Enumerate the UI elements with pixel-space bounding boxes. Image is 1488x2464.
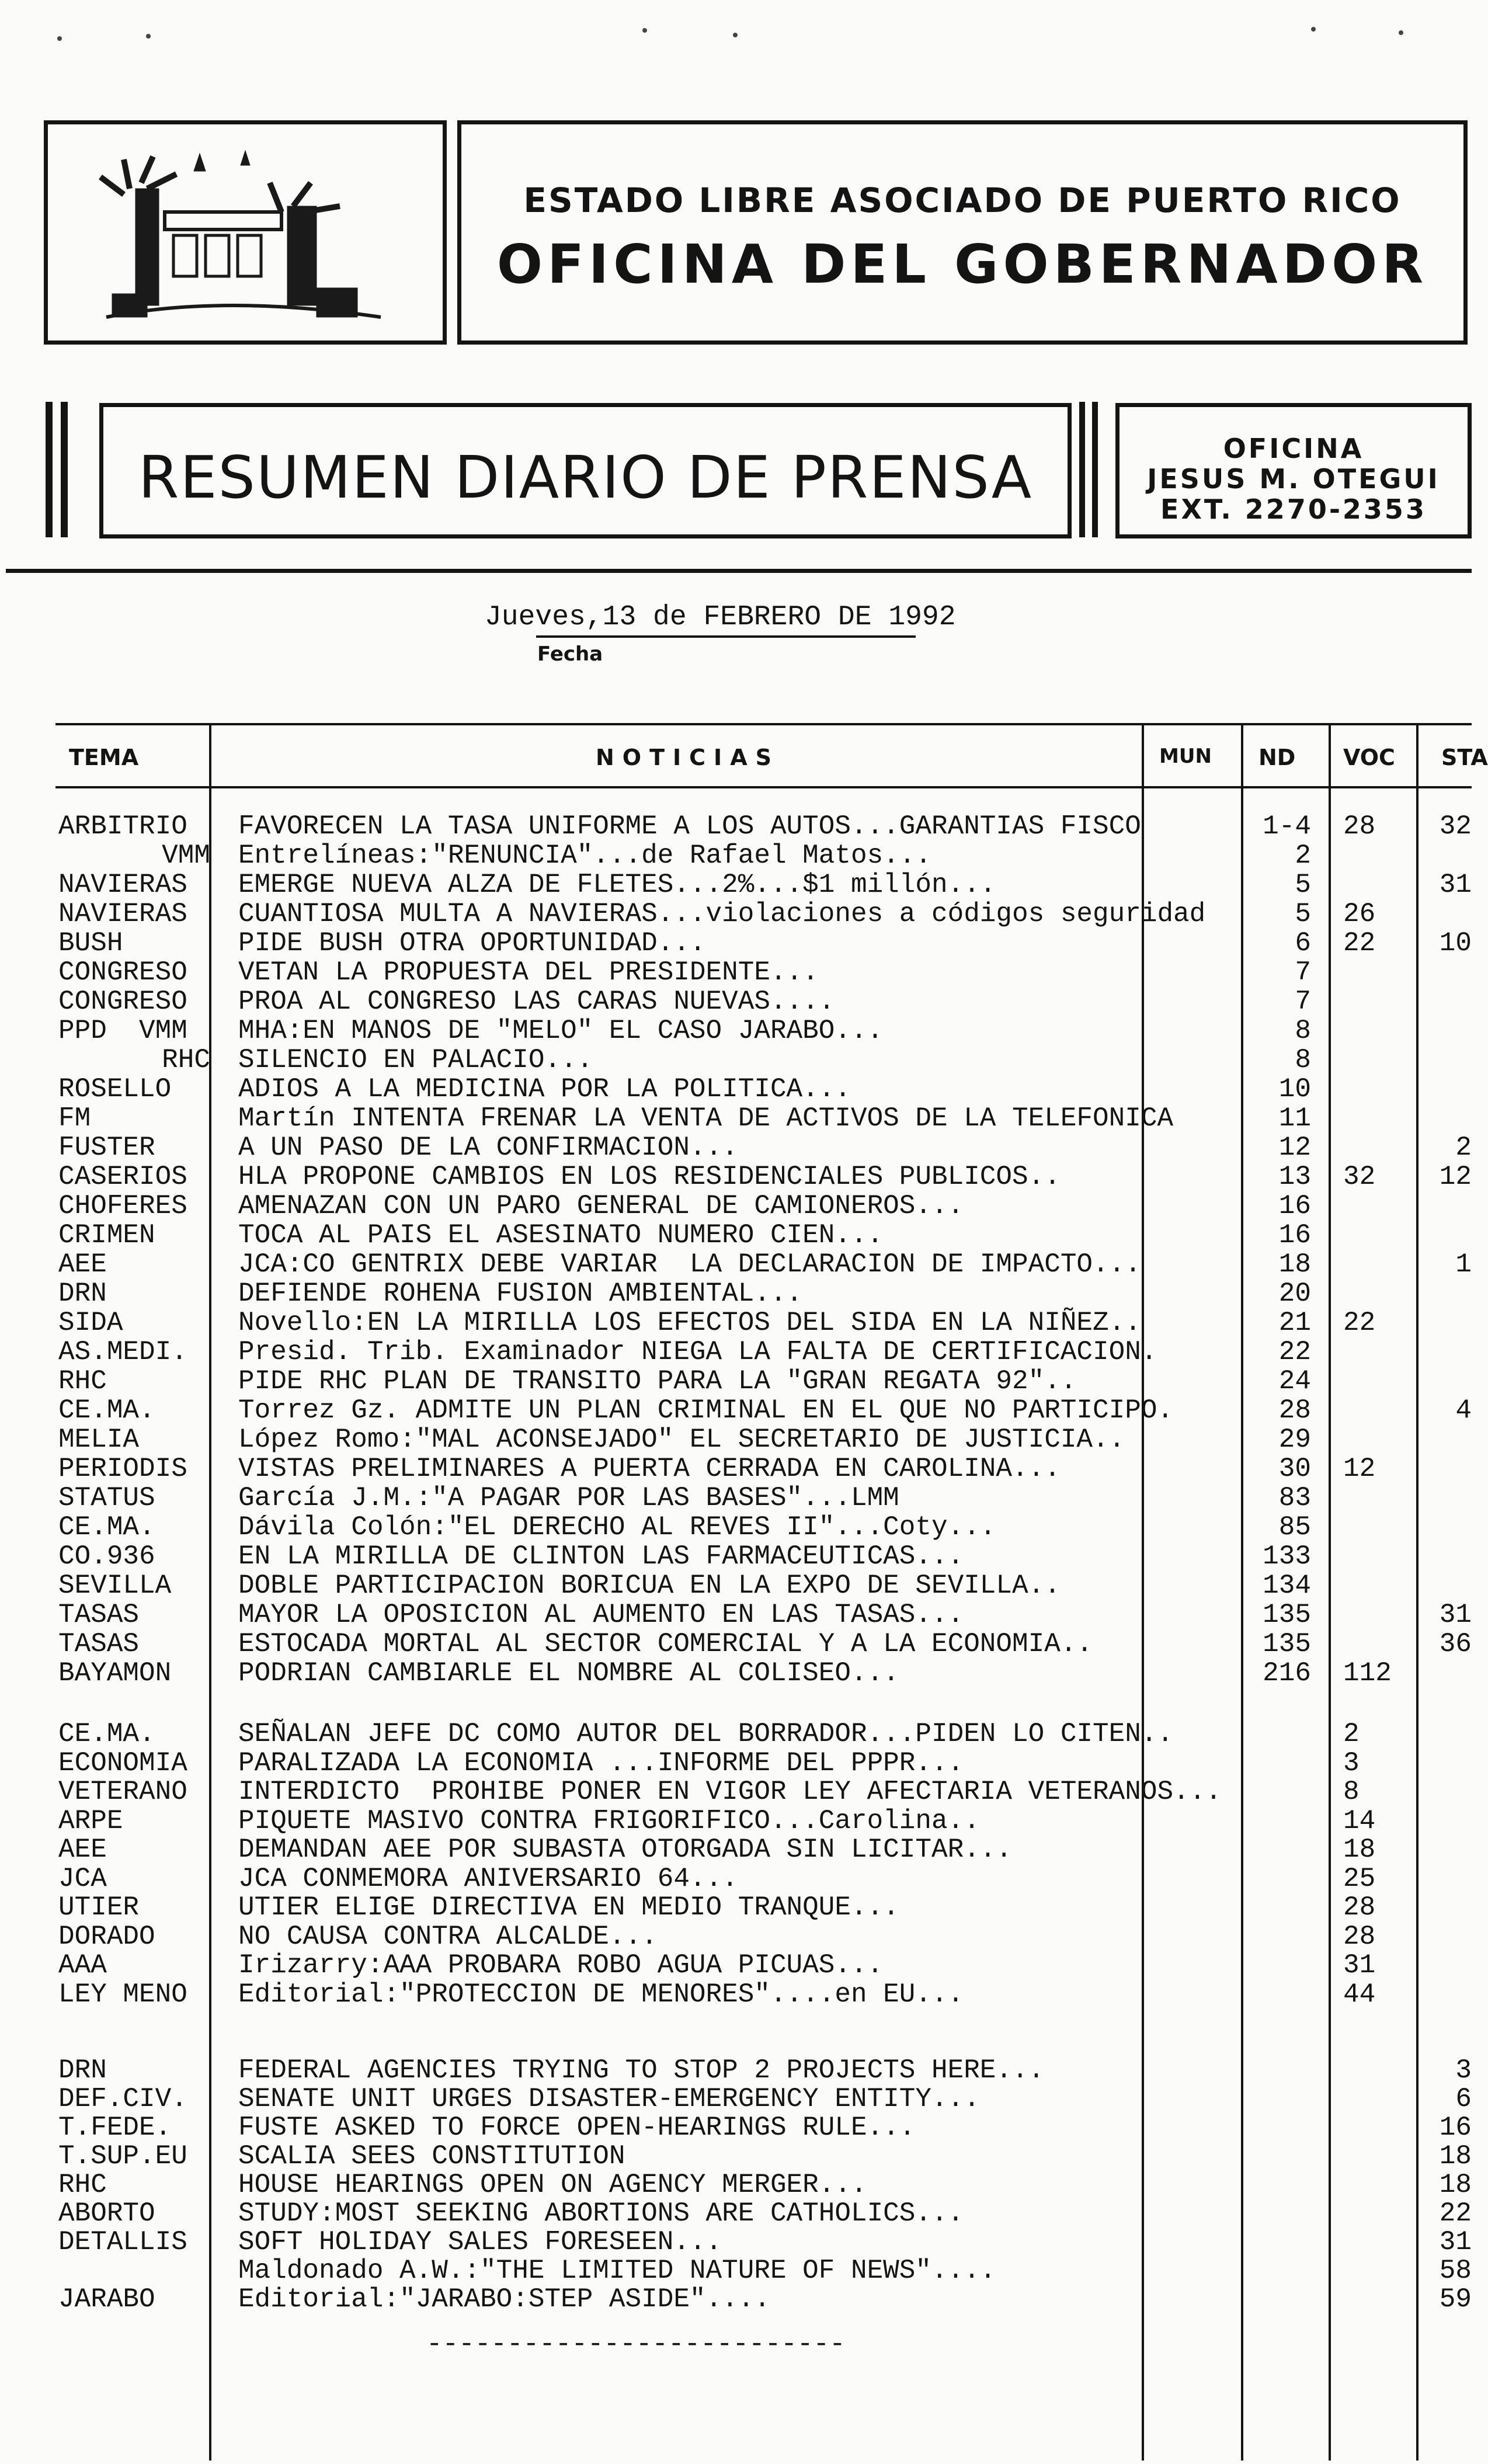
headline-text: SENATE UNIT URGES DISASTER-EMERGENCY ENTITY... xyxy=(238,2084,980,2114)
voc-page: 18 xyxy=(1343,1834,1376,1865)
topic-label: ARPE xyxy=(58,1805,123,1836)
headline-text: STUDY:MOST SEEKING ABORTIONS ARE CATHOLICS... xyxy=(238,2198,964,2229)
headline-text: FAVORECEN LA TASA UNIFORME A LOS AUTOS...GARANTIAS FISCO xyxy=(238,811,1141,842)
sta-page: 31 xyxy=(1439,2227,1472,2257)
topic-label: AAA xyxy=(58,1950,107,1980)
sta-page: 58 xyxy=(1439,2256,1472,2286)
topic-label: CONGRESO xyxy=(58,957,187,988)
topic-label: AS.MEDI. xyxy=(58,1337,187,1367)
sta-page: 18 xyxy=(1439,2170,1472,2200)
headline-text: HOUSE HEARINGS OPEN ON AGENCY MERGER... xyxy=(238,2170,867,2200)
headline-text: MAYOR LA OPOSICION AL AUMENTO EN LAS TASAS... xyxy=(238,1600,964,1630)
headline-text: Maldonado A.W.:"THE LIMITED NATURE OF NEWS".... xyxy=(238,2256,996,2286)
nd-page: 5 xyxy=(1295,870,1311,900)
nd-page: 133 xyxy=(1263,1541,1311,1572)
footer-separator: -------------------------- xyxy=(426,2329,846,2359)
headline-text: Novello:EN LA MIRILLA LOS EFECTOS DEL SIDA EN LA NIÑEZ.. xyxy=(238,1308,1141,1338)
headline-text: Martín INTENTA FRENAR LA VENTA DE ACTIVOS DE LA TELEFONICA xyxy=(238,1103,1174,1134)
topic-label: CE.MA. xyxy=(58,1512,155,1542)
sta-page: 3 xyxy=(1455,2055,1472,2086)
sta-page: 59 xyxy=(1439,2284,1472,2314)
nd-page: 6 xyxy=(1295,928,1311,958)
topic-label: DETALLIS xyxy=(58,2227,187,2257)
headline-text: PIDE RHC PLAN DE TRANSITO PARA LA "GRAN REGATA 92".. xyxy=(238,1366,1077,1396)
headline-text: ESTOCADA MORTAL AL SECTOR COMERCIAL Y A LA ECONOMIA.. xyxy=(238,1629,1093,1659)
topic-label: RHC xyxy=(162,1045,210,1075)
contact-extension: EXT. 2270-2353 xyxy=(1160,494,1427,525)
sta-page: 31 xyxy=(1439,870,1472,900)
nd-page: 135 xyxy=(1263,1629,1311,1659)
government-name: ESTADO LIBRE ASOCIADO DE PUERTO RICO xyxy=(523,180,1402,220)
headline-text: García J.M.:"A PAGAR POR LAS BASES"...LMM xyxy=(238,1483,899,1513)
headline-text: Presid. Trib. Examinador NIEGA LA FALTA DE CERTIFICACION. xyxy=(238,1337,1157,1367)
nd-page: 216 xyxy=(1263,1658,1311,1688)
topic-label: ROSELLO xyxy=(58,1074,172,1104)
office-name: OFICINA DEL GOBERNADOR xyxy=(496,233,1428,296)
voc-page: 28 xyxy=(1343,1892,1376,1923)
topic-label: BUSH xyxy=(58,928,123,958)
nd-page: 134 xyxy=(1263,1570,1311,1601)
column-header-mun: MUN xyxy=(1159,745,1212,768)
voc-page: 31 xyxy=(1343,1950,1376,1980)
headline-text: Irizarry:AAA PROBARA ROBO AGUA PICUAS... xyxy=(238,1950,884,1980)
voc-page: 28 xyxy=(1343,811,1376,842)
nd-page: 22 xyxy=(1278,1337,1311,1367)
topic-label: TASAS xyxy=(58,1600,140,1630)
sta-page: 4 xyxy=(1455,1395,1472,1426)
headline-text: INTERDICTO PROHIBE PONER EN VIGOR LEY AFECTARIA VETERANOS... xyxy=(238,1777,1222,1807)
topic-label: DORADO xyxy=(58,1921,155,1952)
headline-text: AMENAZAN CON UN PARO GENERAL DE CAMIONEROS... xyxy=(238,1191,964,1221)
decorative-bar xyxy=(1092,402,1098,537)
decorative-bar xyxy=(1079,402,1085,537)
voc-page: 32 xyxy=(1343,1162,1376,1192)
nd-page: 24 xyxy=(1278,1366,1311,1396)
topic-label: CHOFERES xyxy=(58,1191,187,1221)
topic-label: SEVILLA xyxy=(58,1570,172,1601)
topic-label: ARBITRIO xyxy=(58,811,187,842)
nd-page: 8 xyxy=(1295,1045,1311,1075)
sta-page: 6 xyxy=(1455,2084,1472,2114)
topic-label: PERIODIS xyxy=(58,1454,187,1484)
voc-page: 28 xyxy=(1343,1921,1376,1952)
nd-page: 11 xyxy=(1278,1103,1311,1134)
nd-page: 29 xyxy=(1278,1424,1311,1455)
headline-text: EN LA MIRILLA DE CLINTON LAS FARMACEUTICAS... xyxy=(238,1541,964,1572)
topic-label: FUSTER xyxy=(58,1132,155,1163)
voc-page: 26 xyxy=(1343,899,1376,929)
nd-page: 8 xyxy=(1295,1016,1311,1046)
topic-label: DEF.CIV. xyxy=(58,2084,187,2114)
nd-page: 30 xyxy=(1278,1454,1311,1484)
sta-page: 10 xyxy=(1439,928,1472,958)
headline-text: SEÑALAN JEFE DC COMO AUTOR DEL BORRADOR...PIDEN LO CITEN.. xyxy=(238,1719,1174,1749)
report-title: RESUMEN DIARIO DE PRENSA xyxy=(138,443,1033,512)
headline-text: PODRIAN CAMBIARLE EL NOMBRE AL COLISEO... xyxy=(238,1658,899,1688)
nd-page: 135 xyxy=(1263,1600,1311,1630)
topic-label: TASAS xyxy=(58,1629,140,1659)
nd-page: 13 xyxy=(1278,1162,1311,1192)
nd-page: 83 xyxy=(1278,1483,1311,1513)
topic-label: NAVIERAS xyxy=(58,899,187,929)
headline-text: PARALIZADA LA ECONOMIA ...INFORME DEL PPPR... xyxy=(238,1747,964,1778)
topic-label: CASERIOS xyxy=(58,1162,187,1192)
voc-page: 2 xyxy=(1343,1719,1360,1749)
topic-label: UTIER xyxy=(58,1892,140,1923)
headline-text: Editorial:"JARABO:STEP ASIDE".... xyxy=(238,2284,770,2314)
voc-page: 14 xyxy=(1343,1805,1376,1836)
sta-page: 1 xyxy=(1455,1249,1472,1280)
column-header-noticias: NOTICIAS xyxy=(596,745,780,770)
headline-text: TOCA AL PAIS EL ASESINATO NUMERO CIEN... xyxy=(238,1220,884,1250)
topic-label: VETERANO xyxy=(58,1777,187,1807)
governor-mansion-logo xyxy=(48,124,443,340)
voc-page: 44 xyxy=(1343,1979,1376,2010)
date-caption: Fecha xyxy=(537,642,603,666)
topic-label: JARABO xyxy=(58,2284,155,2314)
headline-text: JCA CONMEMORA ANIVERSARIO 64... xyxy=(238,1863,738,1894)
nd-page: 5 xyxy=(1295,899,1311,929)
sta-page: 31 xyxy=(1439,1600,1472,1630)
sta-page: 36 xyxy=(1439,1629,1472,1659)
topic-label: CONGRESO xyxy=(58,986,187,1017)
nd-page: 2 xyxy=(1295,840,1311,871)
sta-page: 12 xyxy=(1439,1162,1472,1192)
headline-text: Dávila Colón:"EL DERECHO AL REVES II"...Coty... xyxy=(238,1512,996,1542)
headline-text: UTIER ELIGE DIRECTIVA EN MEDIO TRANQUE... xyxy=(238,1892,899,1923)
column-header-nd: ND xyxy=(1258,745,1296,770)
headline-text: Torrez Gz. ADMITE UN PLAN CRIMINAL EN EL QUE NO PARTICIPO. xyxy=(238,1395,1174,1426)
voc-page: 22 xyxy=(1343,1308,1376,1338)
topic-label: VMM xyxy=(162,840,210,871)
headline-text: DEMANDAN AEE POR SUBASTA OTORGADA SIN LICITAR... xyxy=(238,1834,1013,1865)
topic-label: MELIA xyxy=(58,1424,140,1455)
topic-label: CE.MA. xyxy=(58,1719,155,1749)
topic-label: RHC xyxy=(58,1366,107,1396)
voc-page: 12 xyxy=(1343,1454,1376,1484)
voc-page: 112 xyxy=(1343,1658,1392,1688)
nd-page: 21 xyxy=(1278,1308,1311,1338)
sta-page: 22 xyxy=(1439,2198,1472,2229)
nd-page: 85 xyxy=(1278,1512,1311,1542)
headline-text: PIDE BUSH OTRA OPORTUNIDAD... xyxy=(238,928,706,958)
logo-frame xyxy=(44,120,447,345)
headline-text: Editorial:"PROTECCION DE MENORES"....en EU... xyxy=(238,1979,964,2010)
topic-label: CE.MA. xyxy=(58,1395,155,1426)
topic-label: FM xyxy=(58,1103,91,1134)
headline-text: SOFT HOLIDAY SALES FORESEEN... xyxy=(238,2227,722,2257)
topic-label: ABORTO xyxy=(58,2198,155,2229)
office-label: OFICINA xyxy=(1223,433,1364,464)
topic-label: AEE xyxy=(58,1834,107,1865)
topic-label: LEY MENO xyxy=(58,1979,187,2010)
headline-text: VETAN LA PROPUESTA DEL PRESIDENTE... xyxy=(238,957,819,988)
column-divider xyxy=(1329,723,1331,2460)
headline-text: DOBLE PARTICIPACION BORICUA EN LA EXPO DE SEVILLA.. xyxy=(238,1570,1061,1601)
topic-label: CO.936 xyxy=(58,1541,155,1572)
headline-text: NO CAUSA CONTRA ALCALDE... xyxy=(238,1921,658,1952)
nd-page: 16 xyxy=(1278,1220,1311,1250)
title-frame xyxy=(457,120,1468,345)
topic-label: CRIMEN xyxy=(58,1220,155,1250)
nd-page: 12 xyxy=(1278,1132,1311,1163)
nd-page: 7 xyxy=(1295,986,1311,1017)
headline-text: SCALIA SEES CONSTITUTION xyxy=(238,2141,625,2171)
topic-label: RHC xyxy=(58,2170,107,2200)
date-underline xyxy=(536,635,916,638)
headline-text: JCA:CO GENTRIX DEBE VARIAR LA DECLARACION DE IMPACTO... xyxy=(238,1249,1141,1280)
headline-text: VISTAS PRELIMINARES A PUERTA CERRADA EN CAROLINA... xyxy=(238,1454,1061,1484)
topic-label: NAVIERAS xyxy=(58,870,187,900)
table-header-rule xyxy=(55,786,1472,788)
report-date: Jueves,13 de FEBRERO DE 1992 xyxy=(485,602,956,633)
topic-label: SIDA xyxy=(58,1308,123,1338)
resumen-frame xyxy=(99,403,1072,538)
nd-page: 10 xyxy=(1278,1074,1311,1104)
nd-page: 20 xyxy=(1278,1278,1311,1309)
headline-text: MHA:EN MANOS DE "MELO" EL CASO JARABO... xyxy=(238,1016,884,1046)
headline-text: FUSTE ASKED TO FORCE OPEN-HEARINGS RULE... xyxy=(238,2112,916,2143)
topic-label: BAYAMON xyxy=(58,1658,172,1688)
headline-text: PIQUETE MASIVO CONTRA FRIGORIFICO...Carolina.. xyxy=(238,1805,980,1836)
nd-page: 1-4 xyxy=(1263,811,1311,842)
headline-text: A UN PASO DE LA CONFIRMACION... xyxy=(238,1132,738,1163)
topic-label: PPD VMM xyxy=(58,1016,187,1046)
voc-page: 25 xyxy=(1343,1863,1376,1894)
headline-text: HLA PROPONE CAMBIOS EN LOS RESIDENCIALES PUBLICOS.. xyxy=(238,1162,1061,1192)
topic-label: AEE xyxy=(58,1249,107,1280)
voc-page: 3 xyxy=(1343,1747,1360,1778)
headline-text: ADIOS A LA MEDICINA POR LA POLITICA... xyxy=(238,1074,851,1104)
voc-page: 22 xyxy=(1343,928,1376,958)
topic-label: JCA xyxy=(58,1863,107,1894)
headline-text: CUANTIOSA MULTA A NAVIERAS...violaciones a códigos seguridad xyxy=(238,899,1206,929)
headline-text: PROA AL CONGRESO LAS CARAS NUEVAS.... xyxy=(238,986,835,1017)
contact-frame xyxy=(1115,403,1472,538)
nd-page: 18 xyxy=(1278,1249,1311,1280)
sta-page: 2 xyxy=(1455,1132,1472,1163)
column-header-tema: TEMA xyxy=(69,745,139,770)
headline-text: EMERGE NUEVA ALZA DE FLETES...2%...$1 millón... xyxy=(238,870,996,900)
topic-label: STATUS xyxy=(58,1483,155,1513)
column-divider xyxy=(1142,723,1144,2460)
voc-page: 8 xyxy=(1343,1777,1360,1807)
topic-label: ECONOMIA xyxy=(58,1747,187,1778)
nd-page: 16 xyxy=(1278,1191,1311,1221)
contact-name: JESUS M. OTEGUI xyxy=(1147,463,1440,495)
sta-page: 18 xyxy=(1439,2141,1472,2171)
headline-text: SILENCIO EN PALACIO... xyxy=(238,1045,593,1075)
sta-page: 32 xyxy=(1439,811,1472,842)
decorative-bar xyxy=(46,402,53,537)
topic-label: DRN xyxy=(58,1278,107,1309)
table-top-rule xyxy=(55,723,1472,725)
header-rule xyxy=(6,569,1472,573)
column-header-sta: STA xyxy=(1441,745,1488,770)
column-header-voc: VOC xyxy=(1343,745,1395,770)
decorative-bar xyxy=(61,402,68,537)
headline-text: DEFIENDE ROHENA FUSION AMBIENTAL... xyxy=(238,1278,803,1309)
headline-text: Entrelíneas:"RENUNCIA"...de Rafael Matos... xyxy=(238,840,931,871)
sta-page: 16 xyxy=(1439,2112,1472,2143)
headline-text: FEDERAL AGENCIES TRYING TO STOP 2 PROJECTS HERE... xyxy=(238,2055,1045,2086)
topic-label: T.SUP.EU xyxy=(58,2141,187,2171)
topic-label: T.FEDE. xyxy=(58,2112,172,2143)
topic-label: DRN xyxy=(58,2055,107,2086)
nd-page: 7 xyxy=(1295,957,1311,988)
headline-text: López Romo:"MAL ACONSEJADO" EL SECRETARIO DE JUSTICIA.. xyxy=(238,1424,1125,1455)
nd-page: 28 xyxy=(1278,1395,1311,1426)
